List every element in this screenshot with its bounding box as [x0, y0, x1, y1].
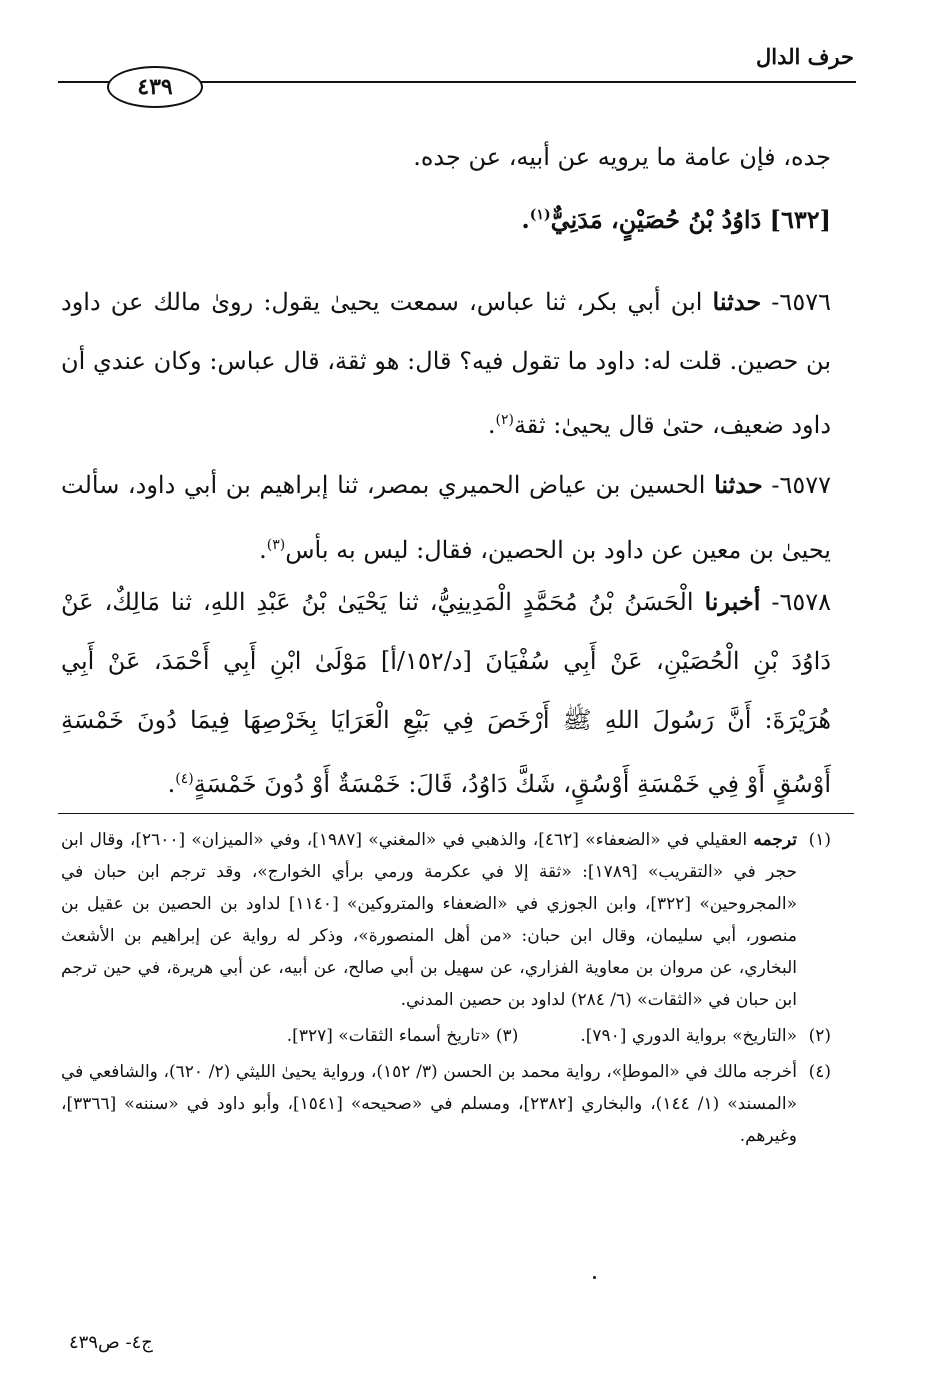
- hadith-lead-word: أخبرنا: [704, 587, 761, 616]
- footnote-text: «تاريخ أسماء الثقات» [٣٢٧].: [286, 1026, 491, 1046]
- footnote-ref-3: (٣): [266, 537, 286, 553]
- hadith-end: .: [259, 536, 267, 564]
- hadith-text: ابن أبي بكر، ثنا عباس، سمعت يحيىٰ يقول: روىٰ مالك عن داود بن حصين. قلت له: داود ما تقول فيه؟ قال: هو ثقة، قال عباس: وكان عندي أن داود ضعيف، حتىٰ قال يحيىٰ: ثقة: [61, 288, 831, 439]
- page-number-badge: ٤٣٩: [107, 66, 203, 108]
- entry-heading: [521, 205, 831, 234]
- footnote-ref-1: (١): [529, 207, 551, 223]
- footnotes-2-3: [61, 1020, 831, 1052]
- footnote-ref-2: (٢): [495, 412, 514, 428]
- continuation-paragraph: جده، فإن عامة ما يرويه عن أبيه، عن جده.: [413, 143, 831, 171]
- running-header-title: حرف الدال: [756, 44, 854, 69]
- hadith-end: .: [167, 770, 176, 798]
- footnote-4: [61, 1056, 831, 1152]
- entry-heading-text: [٦٣٢] دَاوُدُ بْنُ حُصَيْنٍ، مَدَنِيٌّ: [550, 205, 831, 234]
- heading-end: .: [521, 205, 530, 234]
- hadith-lead-word: حدثنا: [712, 287, 762, 316]
- footnotes: [61, 824, 831, 1156]
- hadith-lead-word: حدثنا: [714, 470, 763, 499]
- hadith-number: ٦٥٧٧-: [762, 471, 831, 499]
- hadith-text: الْحَسَنُ بْنُ مُحَمَّدٍ الْمَدِينِيُّ، ثنا يَحْيَىٰ بْنُ عَبْدِ اللهِ، ثنا مَالِكٌ، عَنْ دَاوُدَ بْنِ الْحُصَيْنِ، عَنْ أَبِي سُفْيَانَ [د/١٥٢/أ] مَوْلَىٰ ابْنِ أَبِي أَحْمَدَ، عَنْ أَبِي هُرَيْرَةَ: أَنَّ رَسُولَ اللهِ ﷺ أَرْخَصَ فِي بَيْعِ الْعَرَايَا بِخَرْصِهَا فِيمَا دُونَ خَمْسَةِ أَوْسُقٍ أَوْ فِي خَمْسَةِ أَوْسُقٍ، شَكَّ دَاوُدُ، قَالَ: خَمْسَةٌ أَوْ دُونَ خَمْسَةٍ: [61, 588, 832, 798]
- volume-page-marker: ج٤- ص٤٣٩: [69, 1332, 153, 1353]
- footnote-text: «التاريخ» برواية الدوري [٧٩٠].: [580, 1026, 797, 1046]
- footnote-number: (٣): [495, 1026, 519, 1046]
- footnote-text: العقيلي في «الضعفاء» [٤٦٢]، والذهبي في «المغني» [١٩٨٧]، وفي «الميزان» [٢٦٠٠]، وقال ابن حجر في «التقريب» [١٧٨٩]: «ثقة إلا في عكرمة ورمي برأي الخوارج»، وقد ترجم ابن حبان في «المجروحين» [٣٢٢]، وابن الجوزي في «الضعفاء والمتروكين» [١١٤٠] لداود بن الحصين بن عقيل بن منصور، أبي سليمان، وقال ابن حبان: «من أهل المنصورة»، وذكر له رواية عن إبراهيم بن الأشعث البخاري، عن مروان بن معاوية الفزاري، عن سهيل بن أبي صالح، عن أبيه، عن أبي هريرة، في حين ترجم ابن حبان في «الثقات» (٦/ ٢٨٤) لداود بن حصين المدني.: [61, 830, 797, 1010]
- print-speck: [593, 1276, 596, 1279]
- footnote-text: أخرجه مالك في «الموطإ»، رواية محمد بن الحسن (٣/ ١٥٢)، ورواية يحيىٰ الليثي (٢/ ٦٢٠)، والشافعي في «المسند» (١/ ١٤٤)، والبخاري [٢٣٨٢]، ومسلم في «صحيحه» [١٥٤١]، وأبو داود في «سننه» [٣٣٦٦]، وغيرهم.: [61, 1062, 798, 1146]
- footnote-number: (٤): [808, 1062, 831, 1082]
- footnote-1: [61, 824, 831, 1016]
- footnote-separator: [58, 813, 854, 814]
- footnote-number: (١): [808, 830, 831, 850]
- footnote-number: (٢): [808, 1026, 831, 1046]
- hadith-6576: [61, 272, 831, 455]
- hadith-text: الحسين بن عياض الحميري بمصر، ثنا إبراهيم بن أبي داود، سألت يحيىٰ بن معين عن داود بن الحصين، فقال: ليس به بأس: [61, 471, 831, 564]
- hadith-6578: [61, 572, 831, 814]
- hadith-number: ٦٥٧٦-: [761, 288, 831, 316]
- hadith-end: .: [487, 411, 496, 439]
- hadith-6577: [61, 455, 831, 580]
- hadith-number: ٦٥٧٨-: [760, 588, 831, 616]
- footnote-ref-4: (٤): [175, 771, 194, 787]
- footnote-lead-word: ترجمه: [753, 830, 797, 850]
